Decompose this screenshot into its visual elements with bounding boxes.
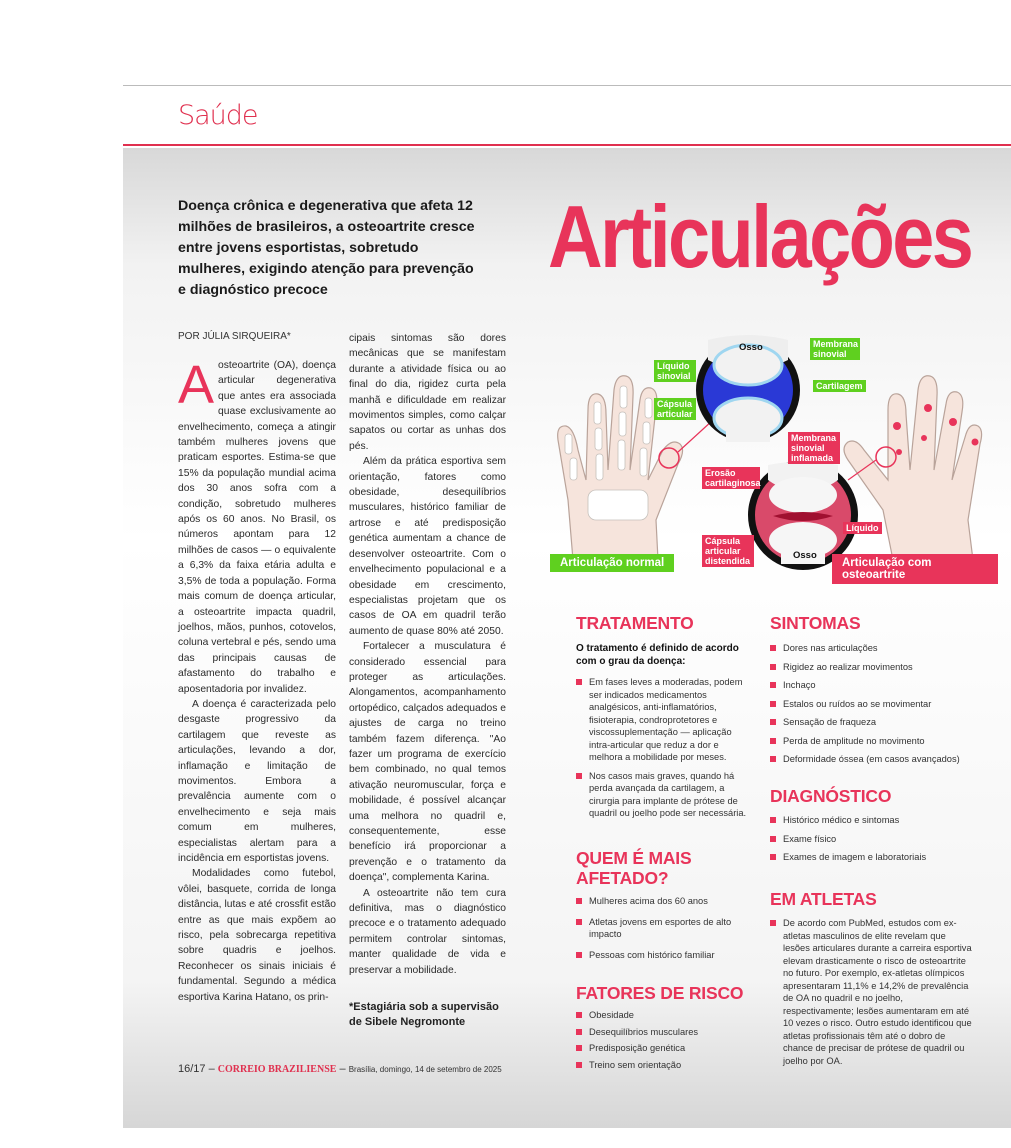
list-item: Nos casos mais graves, quando há perda avançada da cartilagem, a cirurgia para implante de prótese de quadril ou joelho pode ser necessária. [576, 770, 752, 820]
list-item: Sensação de fraqueza [770, 716, 990, 729]
byline: POR JÚLIA SIRQUEIRA* [178, 331, 291, 342]
list-item: Exames de imagem e laboratoriais [770, 851, 990, 864]
heading-afetado: QUEM É MAIS AFETADO? [576, 848, 692, 888]
list-item: Inchaço [770, 679, 990, 692]
top-rule [123, 85, 1011, 86]
tratamento-intro: O tratamento é definido de acordo com o grau da doença: [576, 643, 739, 667]
body-paragraph: Modalidades como futebol, vôlei, basquete, corrida de longa distância, lutas e até crossfit estão entre as que mais expõem ao risco, pela sobrecarga repetitiva sobre quadris e joelhos. Reconhecer os sinais iniciais é fundamental. Segundo a médica esportiva Karina Hatano, os prin- [178, 868, 336, 1003]
body-paragraph: A doença é caracterizada pelo desgaste progressivo da cartilagem que reveste as articulações, levando a dor, inflamação e limitação de movimentos. Embora a prevalência aumente com o envelhecimento e seja mais comum em mulheres, especialistas alertam para a incidência em esportistas jovens. [178, 698, 336, 864]
list-item: Atletas jovens em esportes de alto impacto [576, 916, 752, 941]
body-paragraph: Além da prática esportiva sem orientação, fatores como obesidade, desequilíbrios musculares, histórico familiar de artrose e até predisposição genética aumentam a chance de desenvolver osteoartrite. Com o envelhecimento populacional e a obesidade em crescimento, especialistas projetam que os casos de OA em quadril terão aumento de quase 80% até 2050. [349, 456, 506, 637]
label-osso-oa: Osso [793, 550, 817, 561]
drop-cap: A [178, 355, 215, 415]
heading-fatores-risco: FATORES DE RISCO [576, 983, 744, 1003]
list-item: Desequilíbrios musculares [576, 1026, 752, 1039]
label-capsula-distendida: Cápsula articular distendida [702, 535, 754, 567]
label-osso: Osso [739, 342, 763, 353]
list-item: Exame físico [770, 833, 990, 846]
sintomas-list [770, 642, 990, 772]
label-membrana-sinovial: Membrana sinovial [810, 338, 860, 360]
afetado-list [576, 895, 752, 966]
label-liquido-sinovial: Líquido sinovial [654, 360, 696, 382]
body-paragraph: A osteoartrite não tem cura definitiva, mas o diagnóstico precoce e o tratamento adequado permitem controlar sintomas, manter qualidade de vida e preservar a mobilidade. [349, 887, 506, 976]
newspaper-name: CORREIO BRAZILIENSE [217, 1064, 337, 1075]
body-paragraph: Fortalecer a musculatura é considerado essencial para proteger as articulações. Alongamentos, acompanhamento ortopédico, calçados adequados e ajustes de carga no treino também fazem diferença. "Ao fazer um programa de exercício bem combinado, no qual temos ativação neuromuscular, força e mobilidade, é possível alcançar uma melhora no quadril e, consequentemente, esse benefício irá proporcionar a prevenção e o tratamento da doença", complementa Karina. [349, 641, 506, 884]
headline: Articulações [548, 187, 972, 286]
atletas-list [770, 917, 975, 1072]
separator: – [339, 1063, 346, 1075]
label-cartilagem: Cartilagem [813, 380, 866, 392]
list-item: Pessoas com histórico familiar [576, 949, 752, 962]
folio [178, 1063, 502, 1075]
tratamento-list [576, 676, 752, 825]
diagnostico-list [770, 814, 990, 870]
list-item: Predisposição genética [576, 1042, 752, 1055]
bar-articulacao-oa: Articulação com osteoartrite [832, 554, 998, 584]
list-item: Em fases leves a moderadas, podem ser indicados medicamentos analgésicos, anti-inflamatórios, fisioterapia, condroprotetores e viscossuplementação — aplicação intra-articular que reduz a dor e melhora a mobilidade por meses. [576, 676, 752, 764]
list-item: Histórico médico e sintomas [770, 814, 990, 827]
heading-em-atletas: EM ATLETAS [770, 889, 877, 909]
list-item: Estalos ou ruídos ao se movimentar [770, 698, 990, 711]
risco-list [576, 1009, 752, 1077]
label-erosao-cartilaginosa: Erosão cartilaginosa [702, 467, 760, 489]
body-column-2 [349, 331, 506, 978]
list-item: De acordo com PubMed, estudos com ex-atletas masculinos de elite revelam que lesões articulares durante a carreira esportiva elevam drasticamente o risco de osteoartrite no futuro. Por exemplo, ex-atletas olímpicos apresentaram 11,1% e 14,2% de prevalência de OA no quadril e no joelho, respectivamente; lesões aumentaram em até 10 vezes o risco. Outro estudo identificou que atletas profissionais têm até o dobro de chance de precisar de prótese de quadril ou joelho por OA. [770, 917, 975, 1067]
list-item: Treino sem orientação [576, 1059, 752, 1072]
bar-articulacao-normal: Articulação normal [550, 554, 674, 572]
lede: Doença crônica e degenerativa que afeta 12 milhões de brasileiros, a osteoartrite cresce entre jovens esportistas, sobretudo mulheres, exigindo atenção para prevenção e diagnóstico precoce [178, 198, 475, 298]
author-footnote: *Estagiária sob a supervisão de Sibele Negromonte [349, 1001, 499, 1028]
separator: – [208, 1063, 215, 1075]
body-column-1 [178, 355, 336, 1005]
list-item: Mulheres acima dos 60 anos [576, 895, 752, 908]
joint-diagram-svg [548, 330, 998, 575]
joint-illustration [548, 330, 998, 581]
section-rule [123, 144, 1011, 146]
label-capsula-articular: Cápsula articular [654, 398, 696, 420]
heading-diagnostico: DIAGNÓSTICO [770, 786, 892, 806]
list-item: Rigidez ao realizar movimentos [770, 661, 990, 674]
edition-date: Brasília, domingo, 14 de setembro de 2025 [348, 1065, 502, 1074]
page-numbers: 16/17 [178, 1063, 206, 1075]
section-title: Saúde [178, 100, 258, 131]
list-item: Dores nas articulações [770, 642, 990, 655]
body-paragraph: cipais sintomas são dores mecânicas que se manifestam durante a atividade física ou ao final do dia, rigidez curta pela manhã e dificuldade em realizar movimentos simples, como calçar sapatos ou cortar as unhas dos pés. [349, 333, 506, 452]
heading-tratamento: TRATAMENTO [576, 613, 694, 633]
heading-sintomas: SINTOMAS [770, 613, 861, 633]
list-item: Obesidade [576, 1009, 752, 1022]
list-item: Perda de amplitude no movimento [770, 735, 990, 748]
list-item: Deformidade óssea (em casos avançados) [770, 753, 990, 766]
label-liquido: Líquido [843, 522, 882, 534]
label-membrana-inflamada: Membrana sinovial inflamada [788, 432, 840, 464]
body-paragraph: osteoartrite (OA), doença articular degenerativa que antes era associada quase exclusivamente ao envelhecimento, começa a atingir também mulheres jovens que praticam esportes. Estima-se que 15% da população mundial acima dos 30 anos sofra com a condição, sobretudo mulheres após os 60 anos. No Brasil, os números apontam para 12 milhões de casos — o equivalente a 6,3% da faixa etária adulta e 3,5% de toda a população. Forma mais comum de doença articular, a osteoartrite impacta quadril, joelhos, mãos, punhos, cotovelos, coluna vertebral e pés, sendo uma das principais causas de afastamento do trabalho e aposentadoria por invalidez. [178, 360, 336, 695]
